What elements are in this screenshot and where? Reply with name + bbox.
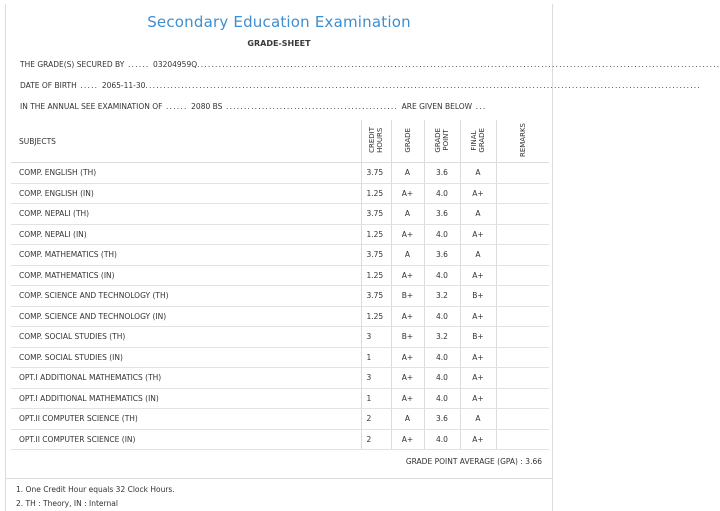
exam-year-value: 2080 BS (191, 102, 223, 111)
grade-point-cell: 3.6 (424, 409, 460, 430)
grade-point-cell: 4.0 (424, 265, 460, 286)
remarks-cell (496, 347, 549, 368)
table-row (11, 204, 549, 225)
subject-cell: COMP. SCIENCE AND TECHNOLOGY (TH) (11, 286, 361, 307)
remarks-cell (496, 183, 549, 204)
remarks-header: REMARKS (496, 120, 549, 163)
footnote-credit-hours: 1. One Credit Hour equals 32 Clock Hours. (16, 485, 175, 494)
grade-cell: A+ (391, 265, 424, 286)
subjects-header: SUBJECTS (11, 120, 361, 163)
final-grade-cell: A+ (460, 265, 496, 286)
table-row (11, 368, 549, 389)
grade-cell: A (391, 204, 424, 225)
subject-cell: OPT.I ADDITIONAL MATHEMATICS (TH) (11, 368, 361, 389)
subject-cell: COMP. ENGLISH (IN) (11, 183, 361, 204)
final-grade-cell: A+ (460, 429, 496, 450)
table-row (11, 306, 549, 327)
table-row (11, 224, 549, 245)
footer-divider (6, 478, 552, 479)
table-row (11, 409, 549, 430)
credit-hours-cell: 1 (361, 347, 391, 368)
grade-cell: A+ (391, 368, 424, 389)
final-grade-cell: A (460, 409, 496, 430)
exam-suffix: ARE GIVEN BELOW (401, 102, 473, 111)
grade-point-cell: 4.0 (424, 429, 460, 450)
final-grade-cell: B+ (460, 327, 496, 348)
grade-point-cell: 3.6 (424, 163, 460, 184)
grade-point-cell: 4.0 (424, 368, 460, 389)
grade-point-cell: 3.2 (424, 327, 460, 348)
grade-sheet (5, 4, 720, 511)
final-grade-header: FINAL GRADE (460, 120, 496, 163)
credit-hours-cell: 1.25 (361, 306, 391, 327)
final-grade-cell: A+ (460, 306, 496, 327)
grade-cell: B+ (391, 286, 424, 307)
grade-point-cell: 4.0 (424, 183, 460, 204)
final-grade-cell: B+ (460, 286, 496, 307)
exam-line: IN THE ANNUAL SEE EXAMINATION OF ...... 2080 BS ................................................ ARE GIVEN BELOW ... (20, 102, 487, 111)
credit-hours-cell: 3 (361, 368, 391, 389)
dob-value: 2065-11-30 (101, 81, 146, 90)
table-row (11, 347, 549, 368)
final-grade-cell: A+ (460, 183, 496, 204)
table-row (11, 327, 549, 348)
grade-cell: B+ (391, 327, 424, 348)
remarks-cell (496, 327, 549, 348)
grade-point-cell: 3.6 (424, 245, 460, 266)
dob-label: DATE OF BIRTH (20, 81, 77, 90)
gpa-value: 3.66 (525, 457, 542, 466)
grade-cell: A+ (391, 429, 424, 450)
remarks-cell (496, 204, 549, 225)
grade-cell: A+ (391, 183, 424, 204)
credit-hours-cell: 2 (361, 429, 391, 450)
credit-hours-cell: 3.75 (361, 245, 391, 266)
final-grade-cell: A (460, 163, 496, 184)
remarks-cell (496, 224, 549, 245)
student-id-value: 03204959Q (153, 60, 198, 69)
subject-cell: COMP. NEPALI (TH) (11, 204, 361, 225)
remarks-cell (496, 368, 549, 389)
credit-hours-cell: 3 (361, 327, 391, 348)
credit-hours-header: CREDIT HOURS (361, 120, 391, 163)
subject-cell: COMP. NEPALI (IN) (11, 224, 361, 245)
grade-cell: A+ (391, 347, 424, 368)
gpa-label: GRADE POINT AVERAGE (GPA) : (405, 457, 523, 466)
table-row (11, 429, 549, 450)
final-grade-cell: A (460, 204, 496, 225)
remarks-cell (496, 429, 549, 450)
grade-point-cell: 4.0 (424, 224, 460, 245)
grade-point-cell: 3.2 (424, 286, 460, 307)
final-grade-cell: A (460, 245, 496, 266)
final-grade-cell: A+ (460, 388, 496, 409)
subject-cell: COMP. MATHEMATICS (IN) (11, 265, 361, 286)
grade-cell: A+ (391, 224, 424, 245)
grade-secured-label: THE GRADE(S) SECURED BY (20, 60, 125, 69)
credit-hours-cell: 1.25 (361, 224, 391, 245)
credit-hours-cell: 3.75 (361, 286, 391, 307)
exam-label: IN THE ANNUAL SEE EXAMINATION OF (20, 102, 163, 111)
table-row (11, 388, 549, 409)
table-row (11, 245, 549, 266)
credit-hours-cell: 1.25 (361, 265, 391, 286)
final-grade-cell: A+ (460, 347, 496, 368)
grade-point-cell: 4.0 (424, 306, 460, 327)
remarks-cell (496, 286, 549, 307)
credit-hours-cell: 1 (361, 388, 391, 409)
credit-hours-cell: 3.75 (361, 163, 391, 184)
table-row (11, 265, 549, 286)
credit-hours-cell: 1.25 (361, 183, 391, 204)
remarks-cell (496, 409, 549, 430)
dob-line: DATE OF BIRTH ..... 2065-11-30........................................................................................................................................................... (20, 81, 701, 90)
subject-cell: COMP. MATHEMATICS (TH) (11, 245, 361, 266)
subject-cell: OPT.II COMPUTER SCIENCE (TH) (11, 409, 361, 430)
remarks-cell (496, 265, 549, 286)
subject-cell: COMP. SOCIAL STUDIES (TH) (11, 327, 361, 348)
subject-cell: COMP. SCIENCE AND TECHNOLOGY (IN) (11, 306, 361, 327)
grade-cell: A (391, 163, 424, 184)
student-id-line: THE GRADE(S) SECURED BY ...... 03204959Q.................................................................................................................................................. (20, 60, 720, 69)
grade-point-header: GRADE POINT (424, 120, 460, 163)
credit-hours-cell: 3.75 (361, 204, 391, 225)
subject-cell: COMP. SOCIAL STUDIES (IN) (11, 347, 361, 368)
grade-cell: A+ (391, 388, 424, 409)
table-row (11, 286, 549, 307)
grades-table (11, 120, 549, 450)
grade-cell: A+ (391, 306, 424, 327)
subject-cell: COMP. ENGLISH (TH) (11, 163, 361, 184)
remarks-cell (496, 306, 549, 327)
grades-table-wrapper (11, 120, 549, 450)
grade-point-cell: 4.0 (424, 347, 460, 368)
table-row (11, 183, 549, 204)
remarks-cell (496, 388, 549, 409)
footnote-abbreviations: 2. TH : Theory, IN : Internal (16, 499, 118, 508)
grade-cell: A (391, 245, 424, 266)
subject-cell: OPT.I ADDITIONAL MATHEMATICS (IN) (11, 388, 361, 409)
table-row (11, 163, 549, 184)
final-grade-cell: A+ (460, 224, 496, 245)
credit-hours-cell: 2 (361, 409, 391, 430)
grade-cell: A (391, 409, 424, 430)
table-header-row (11, 120, 549, 163)
grade-point-cell: 4.0 (424, 388, 460, 409)
grade-point-cell: 3.6 (424, 204, 460, 225)
final-grade-cell: A+ (460, 368, 496, 389)
exam-title: Secondary Education Examination (147, 13, 411, 31)
gpa-summary (406, 457, 542, 466)
grade-header: GRADE (391, 120, 424, 163)
subject-cell: OPT.II COMPUTER SCIENCE (IN) (11, 429, 361, 450)
remarks-cell (496, 245, 549, 266)
remarks-cell (496, 163, 549, 184)
grade-sheet-heading: GRADE-SHEET (247, 39, 311, 48)
